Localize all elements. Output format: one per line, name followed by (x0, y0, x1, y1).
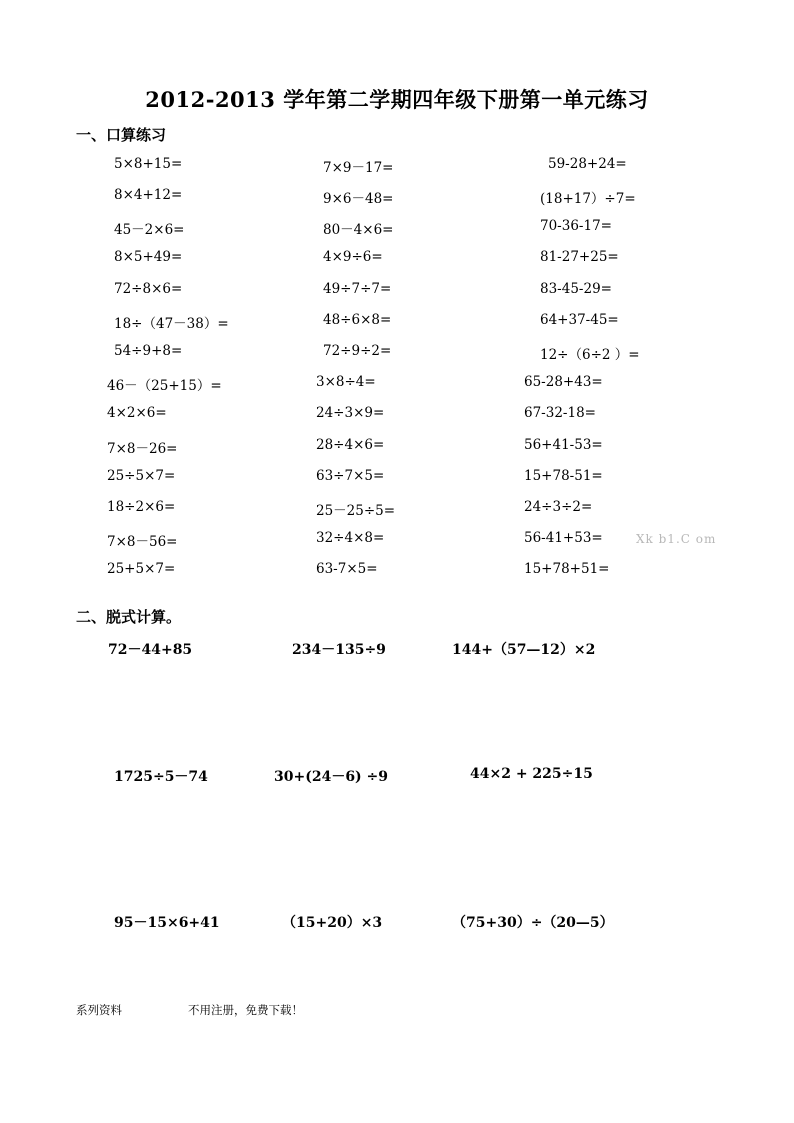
oral-problem: 9×6－48= (323, 191, 394, 207)
oral-problem: 3×8÷4= (316, 374, 376, 390)
oral-problem: 18÷（47－38）= (114, 316, 229, 332)
section-2-heading: 二、脱式计算。 (76, 608, 182, 626)
oral-problem: 70-36-17= (540, 218, 612, 234)
oral-problem: 5×8+15= (114, 156, 183, 172)
oral-problem: 63-7×5= (316, 561, 378, 577)
oral-problem: 45－2×6= (114, 222, 185, 238)
oral-problem: 49÷7÷7= (323, 281, 392, 297)
footer-right: 不用注册，免费下载！ (188, 1003, 303, 1017)
oral-problem: 28÷4×6= (316, 437, 385, 453)
oral-problem: 56-41+53= (524, 530, 603, 546)
oral-problem: 18÷2×6= (107, 499, 176, 515)
oral-problem: 7×8－56= (107, 534, 178, 550)
oral-problem: 65-28+43= (524, 374, 603, 390)
oral-problem: 12÷（6÷2 ）= (540, 347, 640, 363)
oral-problem: 63÷7×5= (316, 468, 385, 484)
oral-problem: 72÷9÷2= (323, 343, 392, 359)
watermark: Xk b1.C om (636, 532, 717, 546)
oral-problem: 59-28+24= (548, 156, 627, 172)
calc-problem: 234－135÷9 (292, 642, 386, 658)
oral-problem: 24÷3×9= (316, 405, 385, 421)
oral-problem: 64+37-45= (540, 312, 619, 328)
oral-problem: 72÷8×6= (114, 281, 183, 297)
oral-problem: 4×2×6= (107, 405, 167, 421)
calc-problem: （75+30）÷（20—5） (452, 915, 614, 931)
calc-problem: 30+(24－6) ÷9 (274, 769, 389, 785)
oral-problem: 25÷5×7= (107, 468, 176, 484)
oral-problem: 8×5+49= (114, 249, 183, 265)
calc-problem: 95－15×6+41 (114, 915, 220, 931)
oral-problem: 83-45-29= (540, 281, 612, 297)
oral-problem: 15+78+51= (524, 561, 610, 577)
calc-problem: 72－44+85 (108, 642, 193, 658)
oral-problem: 24÷3÷2= (524, 499, 593, 515)
oral-problem: 46－（25+15）= (107, 378, 222, 394)
oral-problem: 67-32-18= (524, 405, 596, 421)
oral-problem: 25－25÷5= (316, 503, 396, 519)
oral-problem: 4×9÷6= (323, 249, 383, 265)
oral-problem: 8×4+12= (114, 187, 183, 203)
calc-problem: （15+20）×3 (282, 915, 383, 931)
calc-problem: 1725÷5－74 (114, 769, 208, 785)
section-1-heading: 一、口算练习 (76, 126, 167, 144)
page-title: 2012-2013 学年第二学期四年级下册第一单元练习 (145, 87, 649, 112)
calc-problem: 144+（57—12）×2 (452, 642, 596, 658)
oral-problem: (18+17）÷7= (540, 191, 636, 207)
oral-problem: 32÷4×8= (316, 530, 385, 546)
oral-problem: 15+78-51= (524, 468, 603, 484)
footer-left: 系列资料 (76, 1003, 122, 1017)
oral-problem: 56+41-53= (524, 437, 603, 453)
oral-problem: 54÷9+8= (114, 343, 183, 359)
oral-problem: 81-27+25= (540, 249, 619, 265)
oral-problem: 80－4×6= (323, 222, 394, 238)
oral-problem: 7×9－17= (323, 160, 394, 176)
calc-problem: 44×2 + 225÷15 (470, 766, 593, 782)
oral-problem: 25+5×7= (107, 561, 176, 577)
oral-problem: 7×8－26= (107, 441, 178, 457)
oral-problem: 48÷6×8= (323, 312, 392, 328)
